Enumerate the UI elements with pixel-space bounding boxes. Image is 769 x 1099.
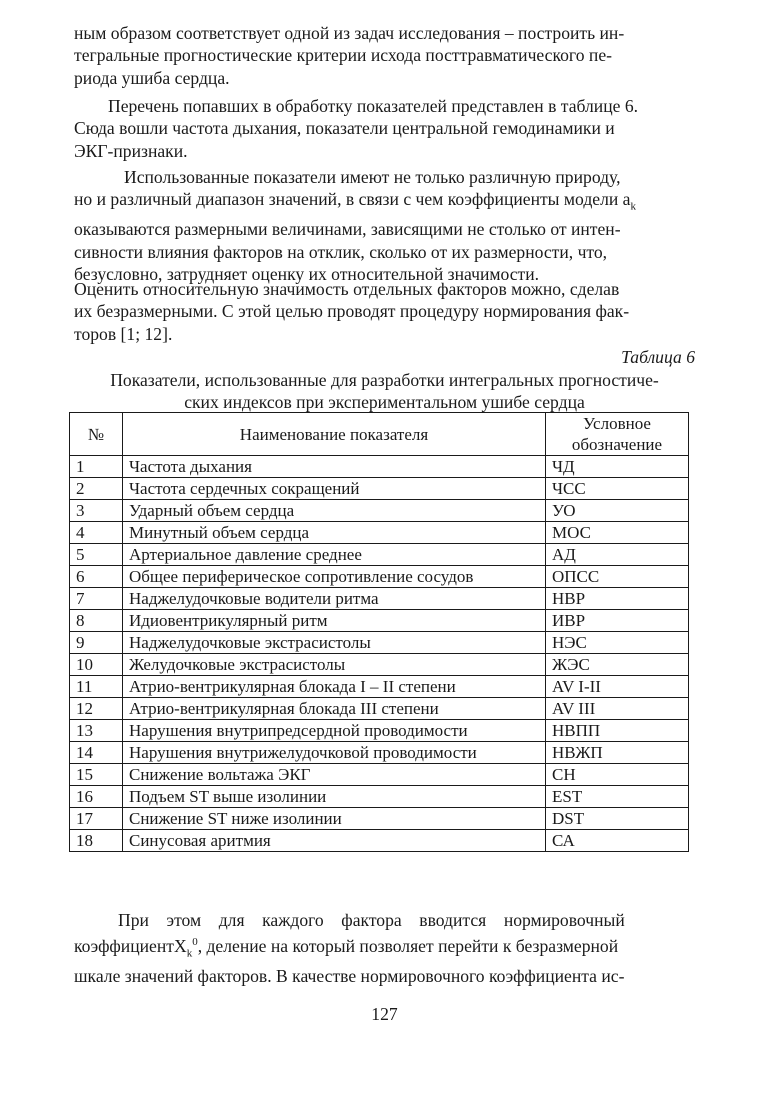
cell-indicator-name: Атрио-вентрикулярная блокада III степени <box>123 698 546 720</box>
table-row <box>70 632 689 654</box>
cell-number: 8 <box>70 610 123 632</box>
table-row <box>70 522 689 544</box>
cell-indicator-name: Общее периферическое сопротивление сосудов <box>123 566 546 588</box>
text-line: торов [1; 12]. <box>74 323 173 344</box>
subscript: k <box>630 200 636 213</box>
paragraph-table-reference <box>74 95 696 162</box>
text-fragment: , деление на который позволяет перейти к безразмерной <box>197 936 619 957</box>
cell-number: 16 <box>70 786 123 808</box>
superscript: 0 <box>192 936 198 949</box>
text-line: ным образом соответствует одной из задач исследования – построить ин- <box>74 23 625 43</box>
table-body <box>70 456 689 852</box>
table-title-line: ских индексов при экспериментальном ушибе сердца <box>184 392 585 412</box>
cell-number: 18 <box>70 830 123 852</box>
cell-number: 15 <box>70 764 123 786</box>
table-header-row <box>70 413 689 456</box>
cell-indicator-name: Нарушения внутрижелудочковой проводимости <box>123 742 546 764</box>
intro-paragraph <box>74 22 696 89</box>
table-title <box>60 369 709 413</box>
cell-symbol: УО <box>546 500 689 522</box>
text-line: Оценить относительную значимость отдельных факторов можно, сделав <box>74 279 620 299</box>
cell-symbol: НВР <box>546 588 689 610</box>
header-symbol-line: обозначение <box>571 435 663 454</box>
paragraph-normalization <box>74 278 696 345</box>
cell-number: 11 <box>70 676 123 698</box>
text-line: тегральные прогностические критерии исхода посттравматического пе- <box>74 45 612 66</box>
text-line: ЭКГ-признаки. <box>74 140 188 161</box>
cell-number: 7 <box>70 588 123 610</box>
cell-indicator-name: Идиовентрикулярный ритм <box>123 610 546 632</box>
text-line <box>74 931 696 965</box>
table-row <box>70 830 689 852</box>
table-title-line: Показатели, использованные для разработки интегральных прогностиче- <box>110 370 659 390</box>
cell-symbol: EST <box>546 786 689 808</box>
text-fragment: но и различный диапазон значений, в связи с чем коэффициенты модели a <box>74 189 631 210</box>
cell-number: 17 <box>70 808 123 830</box>
cell-number: 1 <box>70 456 123 478</box>
table-row <box>70 720 689 742</box>
header-number: № <box>70 413 123 456</box>
text-line: безусловно, затрудняет оценку их относительной значимости. <box>74 264 540 285</box>
cell-indicator-name: Нарушения внутрипредсердной проводимости <box>123 720 546 742</box>
text-line: Перечень попавших в обработку показателей представлен в таблице 6. <box>108 96 639 116</box>
table-row <box>70 742 689 764</box>
cell-indicator-name: Желудочковые экстрасистолы <box>123 654 546 676</box>
table-row <box>70 478 689 500</box>
cell-symbol: АД <box>546 544 689 566</box>
cell-symbol: МОС <box>546 522 689 544</box>
subscript: k <box>186 947 193 960</box>
table-row <box>70 786 689 808</box>
cell-symbol: НВПП <box>546 720 689 742</box>
table-row <box>70 588 689 610</box>
text-line: сивности влияния факторов на отклик, сколько от их размерности, что, <box>74 241 608 262</box>
cell-number: 10 <box>70 654 123 676</box>
text-line: риода ушиба сердца. <box>74 67 230 88</box>
cell-number: 13 <box>70 720 123 742</box>
table-row <box>70 566 689 588</box>
cell-symbol: ЧСС <box>546 478 689 500</box>
table-row <box>70 764 689 786</box>
cell-symbol: ОПСС <box>546 566 689 588</box>
cell-indicator-name: Атрио-вентрикулярная блокада I – II степени <box>123 676 546 698</box>
indicators-table <box>69 412 689 852</box>
cell-symbol: ЖЭС <box>546 654 689 676</box>
table-row <box>70 610 689 632</box>
table-label: Таблица 6 <box>621 347 695 367</box>
table-row <box>70 654 689 676</box>
table-row <box>70 544 689 566</box>
text-line <box>74 188 696 218</box>
closing-paragraph <box>74 909 696 988</box>
text-line: оказываются размерными величинами, зависящими не столько от интен- <box>74 219 621 240</box>
cell-number: 6 <box>70 566 123 588</box>
table-row <box>70 808 689 830</box>
cell-number: 2 <box>70 478 123 500</box>
cell-indicator-name: Подъем ST выше изолинии <box>123 786 546 808</box>
text-line: шкале значений факторов. В качестве нормировочного коэффициента ис- <box>74 966 625 987</box>
cell-symbol: ИВР <box>546 610 689 632</box>
cell-indicator-name: Снижение вольтажа ЭКГ <box>123 764 546 786</box>
cell-symbol: AV III <box>546 698 689 720</box>
text-line: При этом для каждого фактора вводится нормировочный <box>118 910 625 930</box>
table-row <box>70 500 689 522</box>
cell-symbol: СН <box>546 764 689 786</box>
cell-symbol: НВЖП <box>546 742 689 764</box>
cell-number: 12 <box>70 698 123 720</box>
header-indicator-name: Наименование показателя <box>123 413 546 456</box>
text-line: Сюда вошли частота дыхания, показатели центральной гемодинамики и <box>74 118 615 139</box>
text-line: их безразмерными. С этой целью проводят процедуру нормирования фак- <box>74 301 630 322</box>
cell-indicator-name: Артериальное давление среднее <box>123 544 546 566</box>
cell-symbol: НЭС <box>546 632 689 654</box>
paragraph-indicators <box>74 166 696 286</box>
table-row <box>70 676 689 698</box>
cell-symbol: ЧД <box>546 456 689 478</box>
cell-indicator-name: Частота дыхания <box>123 456 546 478</box>
cell-indicator-name: Частота сердечных сокращений <box>123 478 546 500</box>
text-line: Использованные показатели имеют не только различную природу, <box>124 167 621 187</box>
header-symbol-line: Условное <box>583 414 651 433</box>
page-number: 127 <box>371 1004 398 1024</box>
cell-indicator-name: Наджелудочковые экстрасистолы <box>123 632 546 654</box>
cell-symbol: DST <box>546 808 689 830</box>
cell-symbol: AV I-II <box>546 676 689 698</box>
cell-indicator-name: Минутный объем сердца <box>123 522 546 544</box>
cell-number: 14 <box>70 742 123 764</box>
cell-indicator-name: Синусовая аритмия <box>123 830 546 852</box>
cell-indicator-name: Ударный объем сердца <box>123 500 546 522</box>
cell-number: 5 <box>70 544 123 566</box>
table-row <box>70 456 689 478</box>
header-symbol <box>546 413 689 456</box>
cell-indicator-name: Наджелудочковые водители ритма <box>123 588 546 610</box>
cell-number: 4 <box>70 522 123 544</box>
cell-number: 9 <box>70 632 123 654</box>
cell-number: 3 <box>70 500 123 522</box>
table-row <box>70 698 689 720</box>
cell-indicator-name: Снижение ST ниже изолинии <box>123 808 546 830</box>
text-fragment: коэффициентX <box>74 936 187 957</box>
cell-symbol: СА <box>546 830 689 852</box>
